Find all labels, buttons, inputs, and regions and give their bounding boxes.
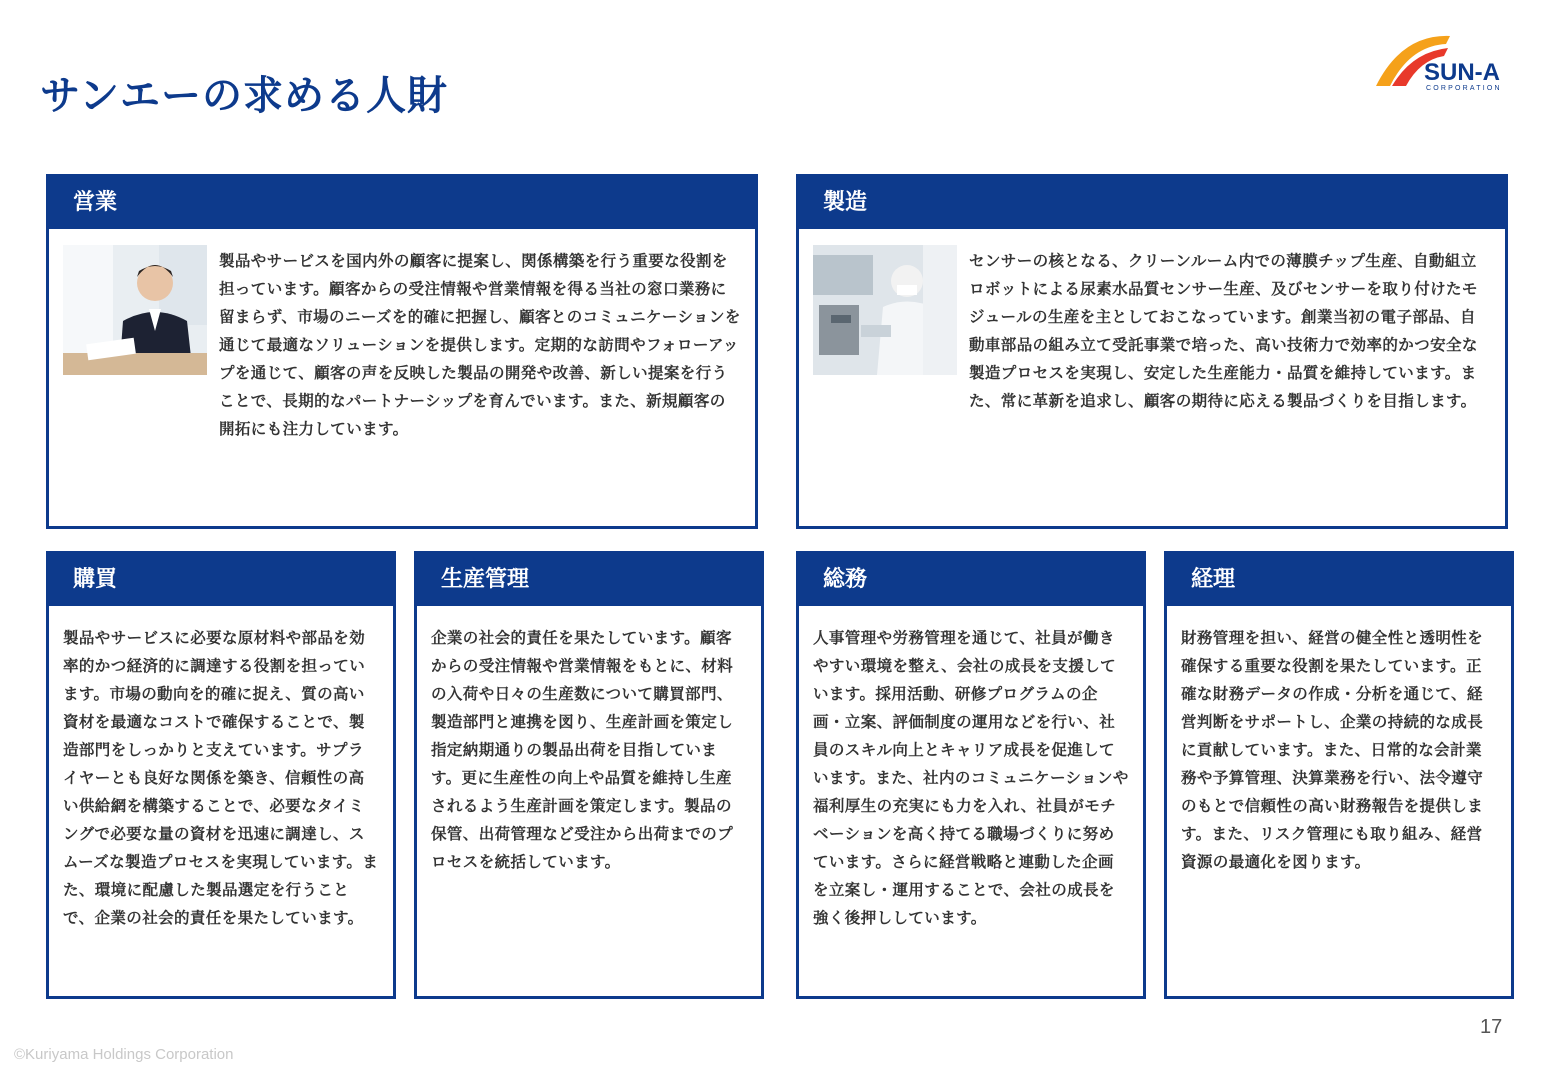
accounting-description: 財務管理を担い、経営の健全性と透明性を確保する重要な役割を果たしています。正確な財務データの作成・分析を通じて、経営判断をサポートし、企業の持続的な成長に貢献しています。また、日常的な会計業務や予算管理、決算業務を行い、法令遵守のもとで信頼性の高い財務報告を提供します。また、リスク管理にも取り組み、経営資源の最適化を図ります。 [1181,629,1484,871]
copyright: ©Kuriyama Holdings Corporation [14,1046,234,1063]
cleanroom-worker-photo-icon [813,245,957,375]
logo-text: SUN-A [1424,59,1500,86]
general-affairs-description: 人事管理や労務管理を通じて、社員が働きやすい環境を整え、会社の成長を支援しています。採用活動、研修プログラムの企画・立案、評価制度の運用などを行い、社員のスキル向上とキャリア成長を促進しています。また、社内のコミュニケーションや福利厚生の充実にも力を入れ、社員がモチベーションを高く持てる職場づくりに努めています。さらに経営戦略と連動した企画を立案し・運用することで、会社の成長を強く後押ししています。 [813,629,1129,927]
production-control-card [414,551,764,999]
manufacturing-card-title: 製造 [799,177,1505,229]
purchasing-card-title: 購買 [49,554,393,606]
manufacturing-card [796,174,1508,529]
production-control-card-title: 生産管理 [417,554,761,606]
sun-a-logo-icon [1372,30,1528,94]
sales-card-title: 営業 [49,177,755,229]
sun-a-logo [1372,30,1528,94]
logo-subtext: CORPORATION [1426,85,1502,92]
general-affairs-card [796,551,1146,999]
page-title: サンエーの求める人財 [40,73,448,119]
manufacturing-description: センサーの核となる、クリーンルーム内での薄膜チップ生産、自動組立ロボットによる尿素水品質センサー生産、及びセンサーを取り付けたモジュールの生産を主としておこなっています。創業当初の電子部品、自動車部品の組み立て受託事業で培った、高い技術力で効率的かつ安全な製造プロセスを実現し、安定した生産能力・品質を維持しています。また、常に革新を追求し、顧客の期待に応える製品づくりを目指します。 [969,252,1478,410]
page-number: 17 [1480,1016,1503,1038]
sales-description: 製品やサービスを国内外の顧客に提案し、関係構築を行う重要な役割を担っています。顧客からの受注情報や営業情報を得る当社の窓口業務に留まらず、市場のニーズを的確に把握し、顧客とのコミュニケーションを通じて最適なソリューションを提供します。定期的な訪問やフォローアップを通じて、顧客の声を反映した製品の開発や改善、新しい提案を行うことで、長期的なパートナーシップを育んでいます。また、新規顧客の開拓にも注力しています。 [219,252,741,438]
accounting-card [1164,551,1514,999]
purchasing-card [46,551,396,999]
production-control-description: 企業の社会的責任を果たしています。顧客からの受注情報や営業情報をもとに、材料の入荷や日々の生産数について購買部門、製造部門と連携を図り、生産計画を策定し指定納期通りの製品出荷を目指しています。更に生産性の向上や品質を維持し生産されるよう生産計画を策定します。製品の保管、出荷管理など受注から出荷までのプロセスを統括しています。 [431,629,734,871]
accounting-card-title: 経理 [1167,554,1511,606]
purchasing-description: 製品やサービスに必要な原材料や部品を効率的かつ経済的に調達する役割を担っています。市場の動向を的確に捉え、質の高い資材を最適なコストで確保することで、製造部門をしっかりと支えています。サプライヤーとも良好な関係を築き、信頼性の高い供給網を構築することで、必要なタイミングで必要な量の資材を迅速に調達し、スムーズな製造プロセスを実現しています。また、環境に配慮した製品選定を行うことで、企業の社会的責任を果たしています。 [63,629,379,927]
businessman-photo-icon [63,245,207,375]
sales-card [46,174,758,529]
general-affairs-card-title: 総務 [799,554,1143,606]
